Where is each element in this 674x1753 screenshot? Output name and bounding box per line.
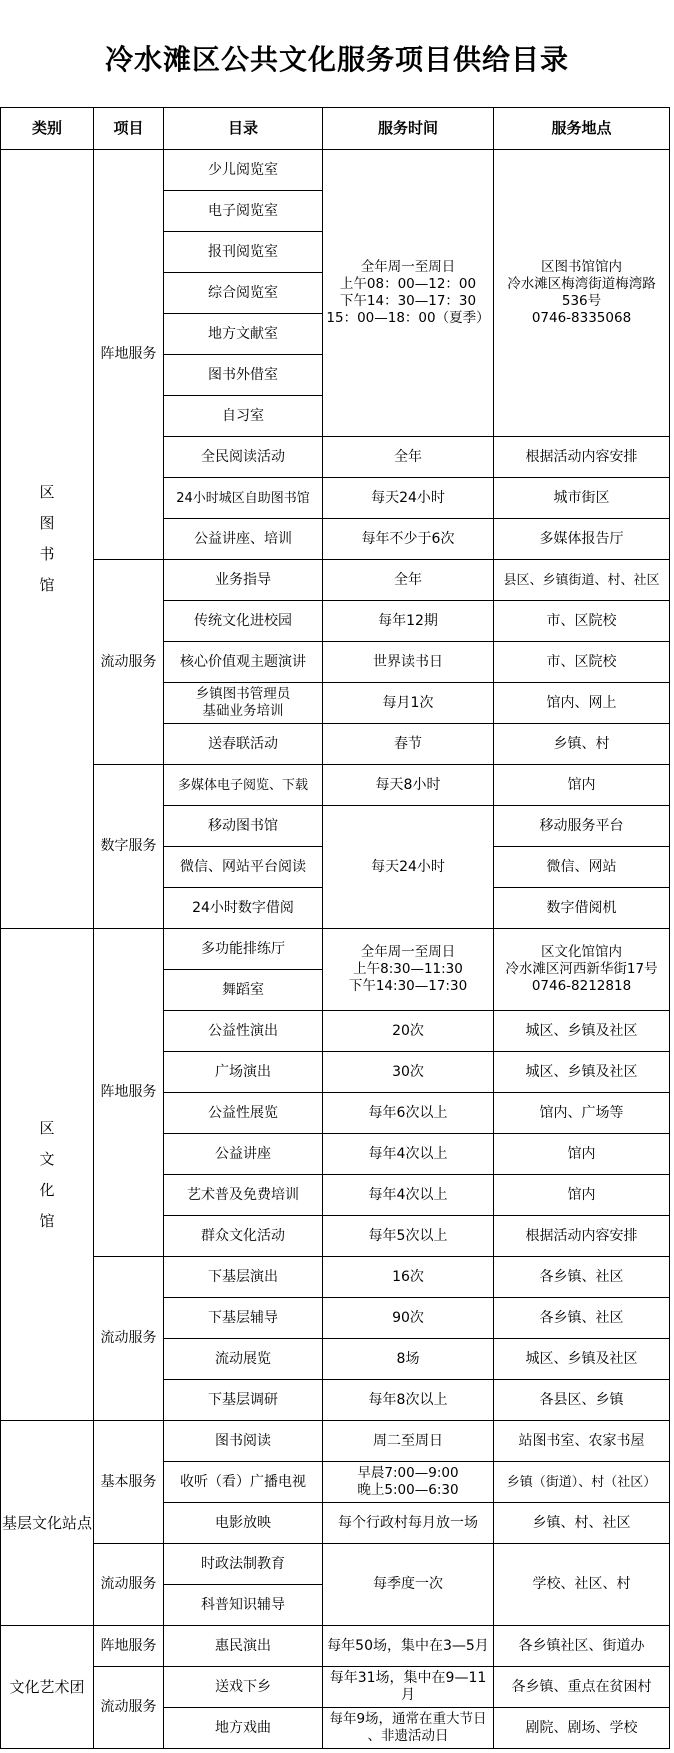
place-cell: 剧院、剧场、学校	[494, 1708, 670, 1749]
time-cell: 90次	[323, 1298, 494, 1339]
catalog-cell: 多功能排练厅	[164, 929, 323, 970]
catalog-cell: 群众文化活动	[164, 1216, 323, 1257]
place-cell: 市、区院校	[494, 642, 670, 683]
catalog-cell: 送春联活动	[164, 724, 323, 765]
page-title: 冷水滩区公共文化服务项目供给目录	[104, 43, 569, 76]
place-cell: 城区、乡镇及社区	[494, 1011, 670, 1052]
header-project: 项目	[94, 108, 164, 150]
place-cell: 多媒体报告厅	[494, 519, 670, 560]
catalog-cell: 公益讲座、培训	[164, 519, 323, 560]
table-row	[1, 765, 670, 806]
catalog-cell: 图书外借室	[164, 355, 323, 396]
time-cell: 每天24小时	[323, 478, 494, 519]
catalog-cell: 24小时城区自助图书馆	[164, 478, 323, 519]
project-cell: 阵地服务	[94, 150, 164, 560]
culture-halls-time: 全年周一至周日 上午8:30—11:30 下午14:30—17:30	[323, 929, 494, 1011]
catalog-cell: 电影放映	[164, 1503, 323, 1544]
time-cell: 每年12期	[323, 601, 494, 642]
catalog-cell: 下基层演出	[164, 1257, 323, 1298]
catalog-cell: 收听（看）广播电视	[164, 1462, 323, 1503]
time-cell: 20次	[323, 1011, 494, 1052]
time-cell: 每年5次以上	[323, 1216, 494, 1257]
table-row	[1, 560, 670, 601]
catalog-cell: 传统文化进校园	[164, 601, 323, 642]
place-cell: 学校、社区、村	[494, 1544, 670, 1626]
category-culture-center: 区 文 化 馆	[1, 929, 94, 1421]
place-cell: 城市街区	[494, 478, 670, 519]
catalog-cell: 图书阅读	[164, 1421, 323, 1462]
place-cell: 各乡镇、重点在贫困村	[494, 1667, 670, 1708]
catalog-cell: 核心价值观主题演讲	[164, 642, 323, 683]
library-rooms-place: 区图书馆馆内 冷水滩区梅湾街道梅湾路 536号 0746-8335068	[494, 150, 670, 437]
time-cell: 全年	[323, 437, 494, 478]
catalog-cell: 自习室	[164, 396, 323, 437]
place-cell: 馆内、网上	[494, 683, 670, 724]
project-cell: 阵地服务	[94, 1626, 164, 1667]
catalog-cell: 地方戏曲	[164, 1708, 323, 1749]
time-cell: 16次	[323, 1257, 494, 1298]
time-cell: 每年4次以上	[323, 1175, 494, 1216]
table-row	[1, 1626, 670, 1667]
library-rooms-time: 全年周一至周日 上午08：00—12：00 下午14：30—17：30 15：00—18：00（夏季）	[323, 150, 494, 437]
table-row	[1, 150, 670, 191]
place-cell: 数字借阅机	[494, 888, 670, 929]
time-cell: 每年不少于6次	[323, 519, 494, 560]
catalog-cell: 时政法制教育	[164, 1544, 323, 1585]
table-row	[1, 1421, 670, 1462]
catalog-cell: 地方文献室	[164, 314, 323, 355]
time-cell: 8场	[323, 1339, 494, 1380]
table-row	[1, 1544, 670, 1585]
catalog-cell: 电子阅览室	[164, 191, 323, 232]
place-cell: 各县区、乡镇	[494, 1380, 670, 1421]
catalog-table	[0, 107, 670, 1749]
project-cell: 流动服务	[94, 1544, 164, 1626]
catalog-cell: 下基层调研	[164, 1380, 323, 1421]
catalog-cell: 报刊阅览室	[164, 232, 323, 273]
catalog-cell: 微信、网站平台阅读	[164, 847, 323, 888]
time-cell: 每月1次	[323, 683, 494, 724]
time-cell: 每季度一次	[323, 1544, 494, 1626]
catalog-cell: 舞蹈室	[164, 970, 323, 1011]
time-cell: 每年50场，集中在3—5月	[323, 1626, 494, 1667]
catalog-cell: 业务指导	[164, 560, 323, 601]
time-cell: 全年	[323, 560, 494, 601]
place-cell: 市、区院校	[494, 601, 670, 642]
catalog-cell: 广场演出	[164, 1052, 323, 1093]
catalog-cell: 流动展览	[164, 1339, 323, 1380]
place-cell: 乡镇（街道）、村（社区）	[494, 1462, 670, 1503]
header-category: 类别	[1, 108, 94, 150]
catalog-cell: 惠民演出	[164, 1626, 323, 1667]
time-cell: 每年9场，通常在重大节日 、非遗活动日	[323, 1708, 494, 1749]
project-cell: 流动服务	[94, 1257, 164, 1421]
catalog-cell: 送戏下乡	[164, 1667, 323, 1708]
place-cell: 馆内	[494, 1175, 670, 1216]
place-cell: 馆内	[494, 1134, 670, 1175]
catalog-cell: 全民阅读活动	[164, 437, 323, 478]
time-cell: 每年4次以上	[323, 1134, 494, 1175]
time-cell: 每个行政村每月放一场	[323, 1503, 494, 1544]
project-cell: 流动服务	[94, 1667, 164, 1749]
place-cell: 微信、网站	[494, 847, 670, 888]
place-cell: 各乡镇社区、街道办	[494, 1626, 670, 1667]
time-cell: 早晨7:00—9:00 晚上5:00—6:30	[323, 1462, 494, 1503]
place-cell: 城区、乡镇及社区	[494, 1052, 670, 1093]
project-cell: 数字服务	[94, 765, 164, 929]
time-cell: 每年6次以上	[323, 1093, 494, 1134]
place-cell: 城区、乡镇及社区	[494, 1339, 670, 1380]
time-cell: 世界读书日	[323, 642, 494, 683]
place-cell: 馆内	[494, 765, 670, 806]
table-row	[1, 929, 670, 970]
place-cell: 根据活动内容安排	[494, 437, 670, 478]
project-cell: 阵地服务	[94, 929, 164, 1257]
place-cell: 县区、乡镇街道、村、社区	[494, 560, 670, 601]
place-cell: 站图书室、农家书屋	[494, 1421, 670, 1462]
time-cell: 周二至周日	[323, 1421, 494, 1462]
category-troupe: 文化艺术团	[1, 1626, 94, 1749]
culture-halls-place: 区文化馆馆内 冷水滩区河西新华街17号 0746-8212818	[494, 929, 670, 1011]
time-cell: 每年31场，集中在9—11月	[323, 1667, 494, 1708]
catalog-cell: 公益性演出	[164, 1011, 323, 1052]
place-cell: 乡镇、村、社区	[494, 1503, 670, 1544]
category-library: 区 图 书 馆	[1, 150, 94, 929]
time-cell: 每天8小时	[323, 765, 494, 806]
catalog-cell: 移动图书馆	[164, 806, 323, 847]
project-cell: 基本服务	[94, 1421, 164, 1544]
place-cell: 移动服务平台	[494, 806, 670, 847]
time-cell: 每年8次以上	[323, 1380, 494, 1421]
place-cell: 各乡镇、社区	[494, 1257, 670, 1298]
project-cell: 流动服务	[94, 560, 164, 765]
header-catalog: 目录	[164, 108, 323, 150]
catalog-cell: 综合阅览室	[164, 273, 323, 314]
catalog-cell: 下基层辅导	[164, 1298, 323, 1339]
time-cell: 30次	[323, 1052, 494, 1093]
catalog-cell: 公益性展览	[164, 1093, 323, 1134]
catalog-cell: 公益讲座	[164, 1134, 323, 1175]
place-cell: 根据活动内容安排	[494, 1216, 670, 1257]
place-cell: 各乡镇、社区	[494, 1298, 670, 1339]
catalog-cell: 科普知识辅导	[164, 1585, 323, 1626]
catalog-cell: 艺术普及免费培训	[164, 1175, 323, 1216]
place-cell: 馆内、广场等	[494, 1093, 670, 1134]
catalog-cell: 少儿阅览室	[164, 150, 323, 191]
place-cell: 乡镇、村	[494, 724, 670, 765]
header-row	[1, 108, 670, 150]
catalog-cell: 乡镇图书管理员 基础业务培训	[164, 683, 323, 724]
catalog-cell: 多媒体电子阅览、下载	[164, 765, 323, 806]
header-service-time: 服务时间	[323, 108, 494, 150]
catalog-cell: 24小时数字借阅	[164, 888, 323, 929]
table-row	[1, 1257, 670, 1298]
header-service-place: 服务地点	[494, 108, 670, 150]
time-cell: 每天24小时	[323, 806, 494, 929]
category-station: 基层文化站点	[1, 1421, 94, 1626]
table-row	[1, 1667, 670, 1708]
time-cell: 春节	[323, 724, 494, 765]
